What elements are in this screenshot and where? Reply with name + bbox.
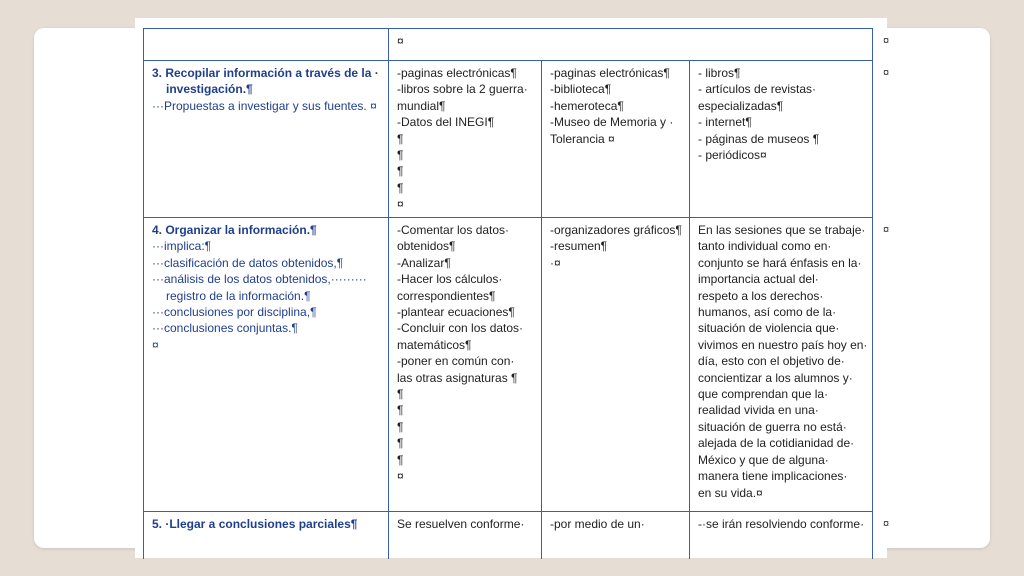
table-cell-list bbox=[689, 61, 873, 218]
row-end-mark: ¤ bbox=[883, 35, 890, 47]
row-end-mark: ¤ bbox=[883, 67, 890, 79]
cell-line: correspondientes¶ bbox=[397, 288, 496, 303]
cell-line: -Museo de Memoria y · bbox=[550, 115, 674, 130]
cell-line: obtenidos¶ bbox=[397, 239, 456, 254]
cell-line: matemáticos¶ bbox=[397, 337, 472, 352]
cell-line: -hemeroteca¶ bbox=[550, 98, 624, 113]
cell-line: México y que de alguna· bbox=[698, 452, 829, 467]
cell-line: -Hacer los cálculos· bbox=[397, 272, 503, 287]
table-row-step-4 bbox=[143, 217, 890, 512]
cell-line: -Analizar¶ bbox=[397, 255, 451, 270]
cell-line: humanos, así como de la· bbox=[698, 305, 837, 320]
table-row-step-3 bbox=[143, 60, 890, 218]
table-cell-step bbox=[143, 512, 388, 559]
cell-line: vivimos en nuestro país hoy en· bbox=[698, 337, 868, 352]
cell-line: ¶ bbox=[397, 180, 404, 195]
step-detail: ···conclusiones conjuntas.¶ bbox=[152, 321, 298, 336]
cell-line: -poner en común con· bbox=[397, 354, 515, 369]
cell-line: ¶ bbox=[397, 452, 404, 467]
cell-line: -biblioteca¶ bbox=[550, 82, 612, 97]
cell-line: manera tiene implicaciones· bbox=[698, 469, 848, 484]
cell-line: -·se irán resolviendo conforme· bbox=[698, 517, 865, 531]
cell-line: situación de guerra no está· bbox=[698, 419, 847, 434]
document-page bbox=[135, 18, 890, 558]
cell-line: día, esto con el objetivo de· bbox=[698, 354, 845, 369]
cell-line: realidad vivida en una· bbox=[698, 403, 819, 418]
cell-line: Tolerancia ¤ bbox=[550, 131, 615, 146]
cell-line: alejada de la cotidianidad de· bbox=[698, 436, 855, 451]
cell-line: conjunto se hará énfasis en la· bbox=[698, 255, 862, 270]
cell-line: -Comentar los datos· bbox=[397, 223, 510, 237]
step-title: 4. Organizar la información.¶ bbox=[152, 223, 317, 237]
cell-line: -libros sobre la 2 guerra· bbox=[397, 82, 528, 97]
row-end-mark: ¤ bbox=[883, 224, 890, 236]
step-detail: ¤ bbox=[152, 337, 159, 352]
cell-line: - artículos de revistas· bbox=[698, 82, 817, 97]
step-detail: registro de la información.¶ bbox=[166, 288, 311, 303]
table-cell-empty bbox=[143, 29, 388, 61]
cell-line: ¶ bbox=[397, 148, 404, 163]
table-cell-paragraph bbox=[689, 218, 873, 512]
table-cell-list bbox=[541, 512, 689, 559]
table-cell-list bbox=[388, 512, 541, 559]
table-cell-list bbox=[388, 218, 541, 512]
cell-line: especializadas¶ bbox=[698, 98, 784, 113]
cell-line: En las sesiones que se trabaje· bbox=[698, 223, 866, 237]
step-detail: ···clasificación de datos obtenidos,¶ bbox=[152, 255, 344, 270]
step-detail: ···Propuestas a investigar y sus fuentes. ¤ bbox=[152, 98, 377, 113]
table-cell-step bbox=[143, 61, 388, 218]
cell-line: -resumen¶ bbox=[550, 239, 608, 254]
cell-line: importancia actual del· bbox=[698, 272, 819, 287]
cell-line: -plantear ecuaciones¶ bbox=[397, 305, 515, 320]
row-end-mark: ¤ bbox=[883, 518, 890, 530]
table-cell-merged bbox=[388, 29, 873, 61]
cell-line: -paginas electrónicas¶ bbox=[397, 66, 517, 80]
cell-line: ¶ bbox=[397, 403, 404, 418]
table-cell-list bbox=[541, 218, 689, 512]
cell-line: Se resuelven conforme· bbox=[397, 517, 525, 531]
cell-line: situación de violencia que· bbox=[698, 321, 840, 336]
cell-line: ¶ bbox=[397, 131, 404, 146]
cell-line: ¤ bbox=[397, 469, 404, 484]
step-title: investigación.¶ bbox=[166, 82, 253, 97]
step-detail: ···implica:¶ bbox=[152, 239, 212, 254]
cell-line: - internet¶ bbox=[698, 115, 752, 130]
cell-line: ¤ bbox=[397, 197, 404, 212]
cell-line: ¶ bbox=[397, 419, 404, 434]
step-title: 5. ·Llegar a conclusiones parciales¶ bbox=[152, 517, 358, 531]
cell-line: -Concluir con los datos· bbox=[397, 321, 524, 336]
cell-line: las otras asignaturas ¶ bbox=[397, 370, 518, 385]
cell-line: -por medio de un· bbox=[550, 517, 645, 531]
cell-line: ¶ bbox=[397, 387, 404, 402]
cell-line: - páginas de museos ¶ bbox=[698, 131, 820, 146]
table-cell-step bbox=[143, 218, 388, 512]
cell-line: ¤ bbox=[397, 34, 404, 48]
cell-line: que comprendan que la· bbox=[698, 387, 829, 402]
table-cell-list bbox=[388, 61, 541, 218]
cell-line: respeto a los derechos· bbox=[698, 288, 824, 303]
table-row-header bbox=[143, 28, 890, 61]
cell-line: tanto individual como en· bbox=[698, 239, 832, 254]
table-cell-list bbox=[689, 512, 873, 559]
cell-line: concientizar a los alumnos y· bbox=[698, 370, 853, 385]
step-detail: ···conclusiones por disciplina,¶ bbox=[152, 305, 317, 320]
step-title: 3. Recopilar información a través de la · bbox=[152, 66, 379, 80]
cell-line: ·¤ bbox=[550, 255, 561, 270]
table-row-step-5 bbox=[143, 511, 890, 559]
cell-line: -paginas electrónicas¶ bbox=[550, 66, 670, 80]
cell-line: -organizadores gráficos¶ bbox=[550, 223, 682, 237]
cell-line: - periódicos¤ bbox=[698, 148, 767, 163]
step-detail: ···análisis de los datos obtenidos,········· bbox=[152, 272, 367, 287]
cell-line: -Datos del INEGI¶ bbox=[397, 115, 495, 130]
cell-line: en su vida.¤ bbox=[698, 485, 763, 500]
cell-line: - libros¶ bbox=[698, 66, 741, 80]
cell-line: mundial¶ bbox=[397, 98, 446, 113]
cell-line: ¶ bbox=[397, 436, 404, 451]
table-cell-list bbox=[541, 61, 689, 218]
cell-line: ¶ bbox=[397, 164, 404, 179]
